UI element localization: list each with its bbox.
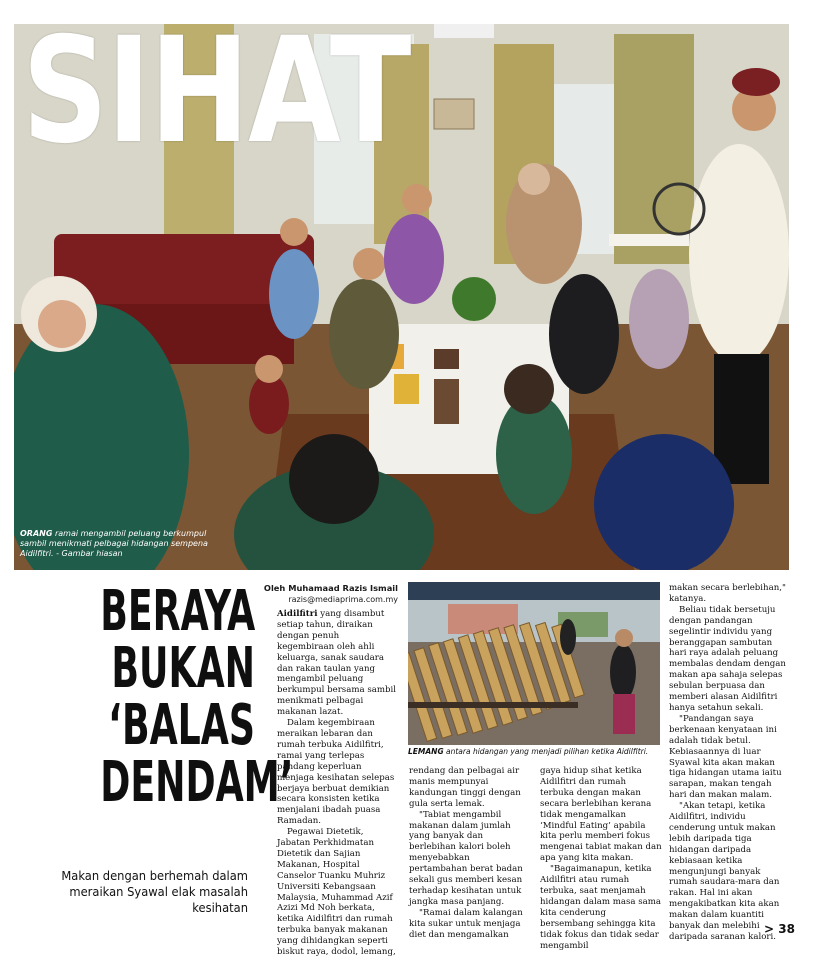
- paragraph: "Tabiat mengambil makanan dalam jumlah yang banyak dan berlebihan kalori boleh menyebabkan pertambahan berat badan sekali gus memberi kesan terhadap kesihatan untuk jangka masa panjang.: [409, 809, 523, 907]
- paragraph: "Ramai dalam kalangan kita sukar untuk menjaga diet dan mengamalkan: [409, 907, 523, 940]
- paragraph: Beliau tidak bersetuju dengan pandangan segelintir individu yang beranggapan sambutan hari raya adalah peluang membalas dendam dengan makan apa sahaja selepas sebulan berpuasa dan memberi alasan Aidilfitri hanya setahun sekali.: [669, 604, 786, 713]
- paragraph: Dalam kegembiraan meraikan lebaran dan rumah terbuka Aidilfitri, ramai yang terlepas pandang keperluan menjaga kesihatan selepas berjaya berbuat demikian secara konsisten ketika menjalani ibadah puasa Ramadan.: [277, 718, 395, 827]
- byline: [262, 583, 398, 605]
- hero-caption: [20, 529, 220, 559]
- paragraph: "Bagaimanapun, ketika Aidilfitri atau rumah terbuka, saat menjamah hidangan dalam masa sama kita cenderung bersembang sehingga kita tidak fokus dan tidak sedar mengambil: [540, 864, 662, 951]
- headline-line-2: BUKAN: [111, 636, 255, 701]
- paragraph: gaya hidup sihat ketika Aidilfitri dan rumah terbuka dengan makan secara berlebihan kerana tidak mengamalkan ‘Mindful Eating’ apabila kita perlu memberi fokus mengenai tabiat makan dan apa yang kita makan.: [540, 766, 662, 864]
- paragraph: [277, 609, 397, 718]
- paragraph: "Pandangan saya berkenaan kenyataan ini adalah tidak betul. Kebiasaannya di luar Syawal kita akan makan tiga hidangan utama iaitu sarapan, makan tengah hari dan makan malam.: [669, 713, 782, 801]
- paragraph: makan secara berlebihan," katanya.: [669, 583, 786, 604]
- byline-email[interactable]: razis@mediaprima.com.my: [288, 595, 398, 604]
- article-column-3: [540, 766, 662, 951]
- section-banner: SIHAT: [22, 24, 410, 176]
- article-column-1: [277, 609, 397, 958]
- paragraph: rendang dan pelbagai air manis mempunyai kandungan tinggi dengan gula serta lemak.: [409, 766, 521, 809]
- article-column-4: [669, 583, 790, 943]
- inset-caption-lead: LEMANG: [408, 747, 444, 756]
- inset-photo-illustration: [408, 582, 660, 745]
- article-column-2: [409, 766, 530, 941]
- byline-name: Oleh Muhamaad Razis Ismail: [263, 583, 398, 593]
- headline-line-3: ‘BALAS: [108, 693, 255, 758]
- headline: [40, 579, 294, 815]
- hero-caption-text: ramai mengambil peluang berkumpul sambil menikmati pelbagai hidangan sempena Aidilfitri. - Gambar hiasan: [20, 529, 208, 558]
- paragraph-text: yang disambut setiap tahun, diraikan dengan penuh kegembiraan oleh ahli keluarga, sanak saudara dan rakan taulan yang mengambil peluang berkumpul bersama sambil menikmati pelbagai makanan lazat.: [277, 609, 397, 718]
- subheadline: Makan dengan berhemah dalam meraikan Syawal elak masalah kesihatan: [61, 868, 249, 915]
- lead-word: Aidilfitri: [277, 609, 318, 619]
- headline-line-1: BERAYA: [100, 579, 256, 644]
- hero-caption-lead: ORANG: [20, 529, 53, 538]
- continued-page-ref[interactable]: > 38: [764, 922, 795, 936]
- inset-caption: [408, 747, 660, 757]
- paragraph: "Akan tetapi, ketika Aidilfitri, individu cenderung untuk makan lebih daripada tiga hidangan daripada kebiasaan ketika mengunjungi banyak rumah saudara-mara dan rakan. Hal ini akan mengakibatkan kita akan makan dalam kuantiti banyak dan melebihi daripada saranan kalori.: [669, 801, 780, 942]
- inset-photo: [408, 582, 660, 745]
- inset-caption-text: antara hidangan yang menjadi pilihan ketika Aidilfitri.: [443, 747, 649, 756]
- headline-line-4: DENDAM’: [100, 750, 294, 815]
- paragraph: Pegawai Dietetik, Jabatan Perkhidmatan Dietetik dan Sajian Makanan, Hospital Canselor Tuanku Muhriz Universiti Kebangsaan Malaysia, Muhammad Azif Azizi Md Noh berkata, ketika Aidilfitri dan rumah terbuka banyak makanan yang dihidangkan seperti biskut raya, dodol, lemang,: [277, 827, 396, 958]
- hero-photo: [14, 24, 789, 570]
